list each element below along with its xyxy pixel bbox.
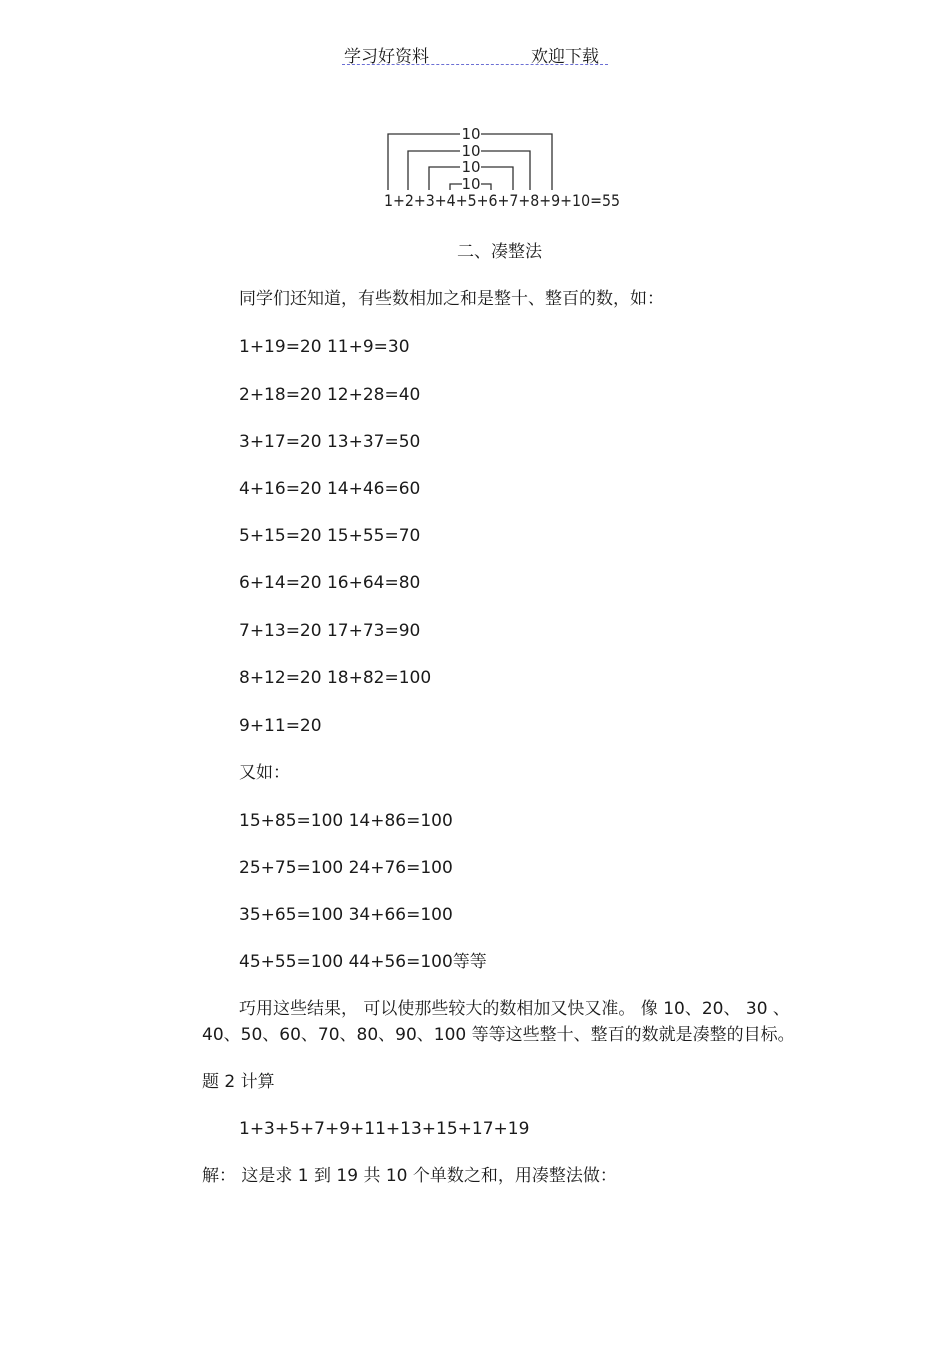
brace-line-inner-right	[481, 184, 491, 190]
pair2-line-1: 15+85=100 14+86=100	[239, 811, 453, 831]
solution-text: 解： 这是求 1 到 19 共 10 个单数之和，用凑整法做：	[202, 1166, 617, 1186]
pair2-line-2: 25+75=100 24+76=100	[239, 858, 453, 878]
brace-line-3-right	[481, 167, 513, 190]
again-text: 又如：	[239, 763, 290, 783]
pair-line-5: 5+15=20 15+55=70	[239, 526, 421, 546]
pair-line-8: 8+12=20 18+82=100	[239, 668, 432, 688]
problem-label: 题 2 计算	[202, 1072, 275, 1092]
brace-label-2: 10	[461, 142, 481, 160]
page-header	[342, 42, 608, 65]
problem-expression: 1+3+5+7+9+11+13+15+17+19	[239, 1119, 530, 1139]
brace-line-3-left	[429, 167, 460, 190]
pair-line-9: 9+11=20	[239, 716, 322, 736]
brace-line-inner-left	[450, 184, 462, 190]
header-right-text: 欢迎下载	[531, 47, 599, 67]
header-left-text: 学习好资料	[344, 47, 429, 67]
pair-line-3: 3+17=20 13+37=50	[239, 432, 421, 452]
brace-diagram	[380, 122, 630, 214]
paragraph-line-1: 巧用这些结果， 可以使那些较大的数相加又快又准。 像 10、20、 30 、	[239, 999, 790, 1019]
diagram-equation: 1+2+3+4+5+6+7+8+9+10=55	[384, 191, 620, 210]
pair-line-6: 6+14=20 16+64=80	[239, 573, 421, 593]
brace-label-4: 10	[461, 175, 481, 193]
pair-line-2: 2+18=20 12+28=40	[239, 385, 421, 405]
brace-line-outer-left	[388, 134, 460, 190]
pair2-line-4: 45+55=100 44+56=100等等	[239, 952, 487, 972]
section-title: 二、凑整法	[457, 242, 542, 262]
intro-text: 同学们还知道，有些数相加之和是整十、整百的数，如：	[239, 289, 664, 309]
pair-line-4: 4+16=20 14+46=60	[239, 479, 421, 499]
brace-diagram-svg	[380, 122, 630, 214]
pair-line-7: 7+13=20 17+73=90	[239, 621, 421, 641]
brace-label-3: 10	[461, 158, 481, 176]
pair2-line-3: 35+65=100 34+66=100	[239, 905, 453, 925]
brace-line-outer-right	[481, 134, 552, 190]
brace-label-1: 10	[461, 125, 481, 143]
paragraph-line-2: 40、50、60、70、80、90、100 等等这些整十、整百的数就是凑整的目标。	[202, 1025, 795, 1045]
pair-line-1: 1+19=20 11+9=30	[239, 337, 410, 357]
